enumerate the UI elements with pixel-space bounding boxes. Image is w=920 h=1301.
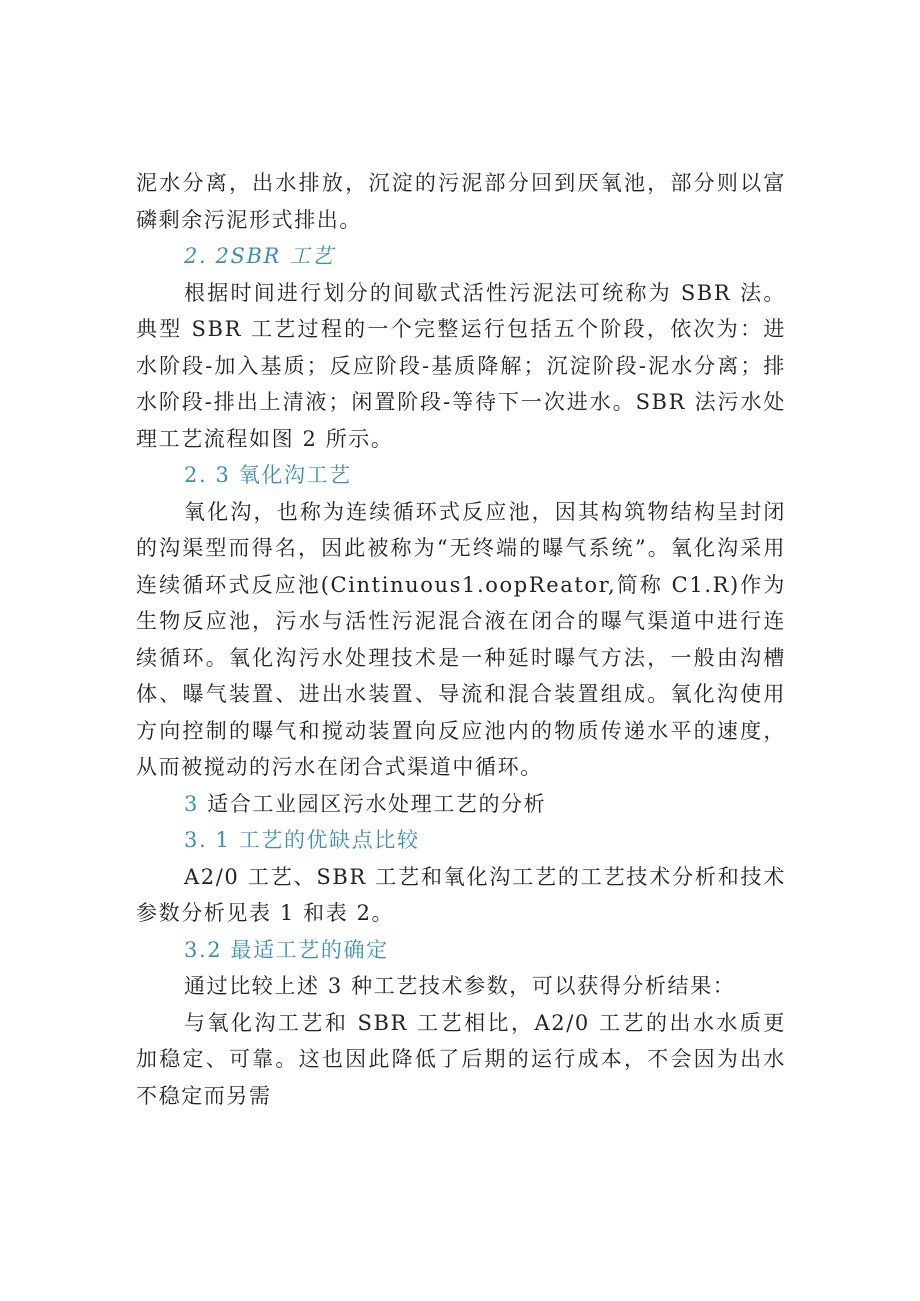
section-heading-2-3: 2. 3 氧化沟工艺 [184,463,352,487]
section-heading-2-2 [136,238,786,275]
section-heading-2-2-text: 2. 2SBR 工艺 [184,244,335,268]
paragraph-comparison: A2/0 工艺、SBR 工艺和氧化沟工艺的工艺技术分析和技术参数分析见表 1 和表 2。 [136,864,786,925]
paragraph-analysis-result: 与氧化沟工艺和 SBR 工艺相比，A2/0 工艺的出水水质更加稳定、可靠。这也因此降低了后期的运行成本，不会因为出水不稳定而另需 [136,1010,786,1108]
section-heading-3-text: 适合工业园区污水处理工艺的分析 [198,791,547,816]
paragraph-continuation: 泥水分离，出水排放，沉淀的污泥部分回到厌氧池，部分则以富磷剩余污泥形式排出。 [136,171,786,232]
section-heading-3 [136,786,786,823]
paragraph-oxidation-ditch: 氧化沟，也称为连续循环式反应池，因其构筑物结构呈封闭的沟渠型而得名，因此被称为“无终端的曝气系统”。氧化沟采用连续循环式反应池(Cintinuous1.oopReator,简称 C1.R)作为生物反应池，污水与活性污泥混合液在闭合的曝气渠道中进行连续循环。氧化沟污水处理技术是一种延时曝气方法，一般由沟槽体、曝气装置、进出水装置、导流和混合装置组成。氧化沟使用方向控制的曝气和搅动装置向反应池内的物质传递水平的速度，从而被搅动的污水在闭合式渠道中循环。 [136,499,786,779]
section-number-3: 3 [184,791,199,816]
document-body [136,165,786,1114]
section-heading-3-2: 3.2 最适工艺的确定 [184,937,389,962]
paragraph-sbr: 根据时间进行划分的间歇式活性污泥法可统称为 SBR 法。典型 SBR 工艺过程的一个完整运行包括五个阶段，依次为：进水阶段-加入基质；反应阶段-基质降解；沉淀阶段-泥水分离；排水阶段-排出上清液；闲置阶段-等待下一次进水。SBR 法污水处理工艺流程如图 2 所示。 [136,280,786,451]
paragraph-analysis-intro: 通过比较上述 3 种工艺技术参数，可以获得分析结果： [184,974,736,998]
section-heading-3-1: 3. 1 工艺的优缺点比较 [184,828,420,852]
